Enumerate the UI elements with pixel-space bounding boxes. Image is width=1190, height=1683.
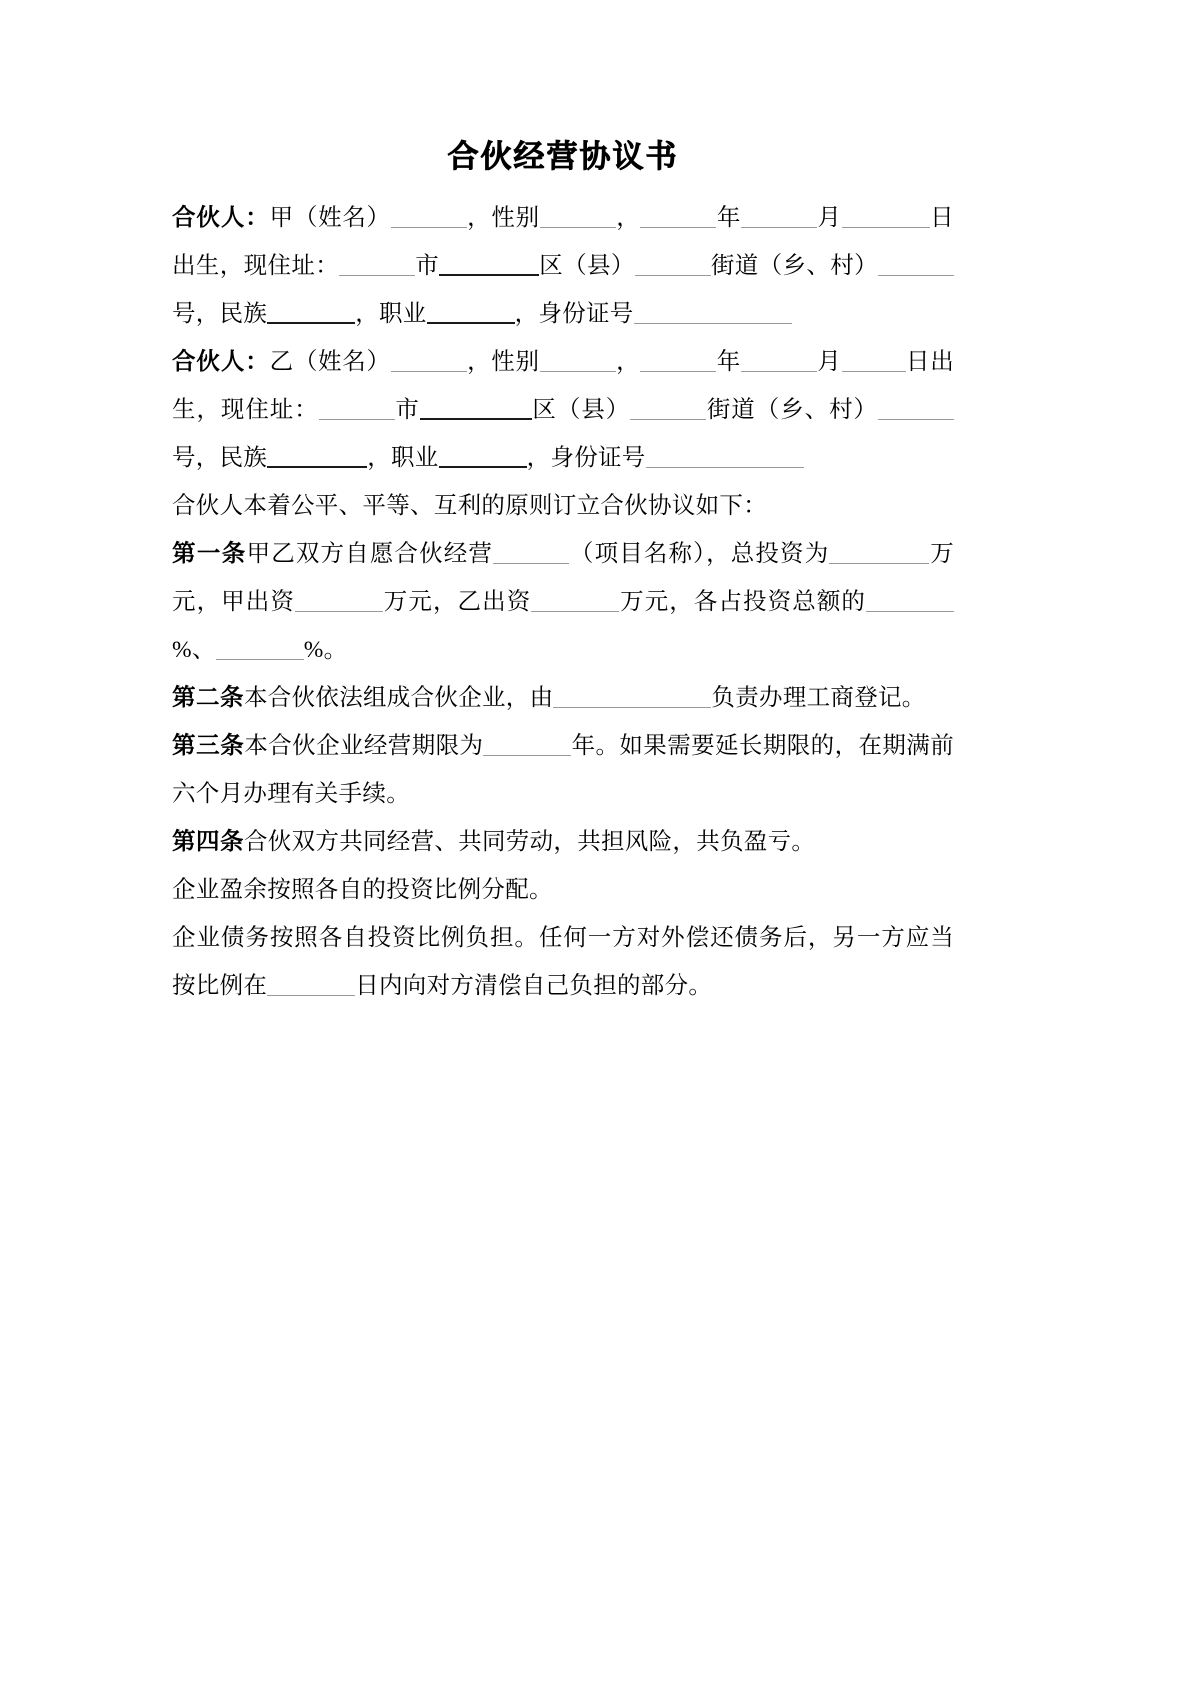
partner-b-ethnicity-blank[interactable] <box>267 443 367 469</box>
partner-b-city-blank[interactable] <box>319 396 395 421</box>
partner-b-year-blank[interactable] <box>640 348 716 373</box>
partner-a-number-text: 号，民族 <box>172 301 268 327</box>
article-2-number: 第二条 <box>172 685 244 711</box>
partner-a-district-blank[interactable] <box>439 251 539 277</box>
article-3-number: 第三条 <box>172 733 245 759</box>
partner-a-street-text: 街道 <box>710 253 759 279</box>
partner-b-city-text: 市 <box>394 397 420 423</box>
article-1-text-6: %、 <box>172 637 216 663</box>
partner-a-gender-text: ，性别 <box>466 205 540 231</box>
partner-b-village-text: （乡、村） <box>755 397 878 423</box>
article-3-term-blank[interactable] <box>483 732 571 757</box>
clause-debt-text-1: 企业债务按照各自投资比例负担。任何一方对外偿还债务后，另一方应当按比例在 <box>172 925 954 999</box>
partner-a-job-text: ，职业 <box>355 301 427 327</box>
partner-b-job-text: ，职业 <box>367 445 439 471</box>
article-4-text-1: 合伙双方共同经营、共同劳动，共担风险，共负盈亏。 <box>244 829 816 855</box>
article-4-number: 第四条 <box>172 829 244 855</box>
partner-a-birth-text: 日出生，现住址： <box>172 205 954 279</box>
partner-b-birth-text: 日出生，现住址： <box>172 349 955 423</box>
article-1-text-1: 甲乙双方自愿合伙经营 <box>246 541 494 567</box>
clause-profit-paragraph: 企业盈余按照各自的投资比例分配。 <box>172 877 553 903</box>
partner-b-name-prefix: 乙（姓名） <box>269 349 391 375</box>
document-body <box>172 130 954 1010</box>
article-3-text-2: 年。如果需要延长期限的，在期满前六个月办理有关手续。 <box>172 733 955 807</box>
partner-b-paragraph <box>172 338 954 482</box>
partner-b-job-blank[interactable] <box>439 443 527 469</box>
article-1-total-blank[interactable] <box>829 540 929 565</box>
partner-b-number-text: 号，民族 <box>172 445 268 471</box>
clause-debt-days-blank[interactable] <box>267 972 355 997</box>
article-3-text-1: 本合伙企业经营期限为 <box>244 733 484 759</box>
partner-a-id-text: ，身份证号 <box>514 301 634 327</box>
partner-a-street-blank[interactable] <box>635 252 711 277</box>
article-1-text-2: （项目名称），总投资为 <box>569 541 830 567</box>
partner-b-comma-1: ， <box>615 349 641 375</box>
partner-b-street-text: 街道 <box>706 397 756 423</box>
article-1-b-pct-blank[interactable] <box>216 636 304 661</box>
partner-a-id-blank[interactable] <box>634 300 792 325</box>
partner-b-house-blank[interactable] <box>878 396 954 421</box>
article-1-paragraph <box>172 530 954 674</box>
partner-b-district-text: 区（县） <box>531 397 631 423</box>
article-1-number: 第一条 <box>172 541 247 567</box>
partner-a-paragraph <box>172 194 954 338</box>
partner-b-street-blank[interactable] <box>630 396 706 421</box>
partner-a-village-text: （乡、村） <box>758 253 878 279</box>
clause-debt-paragraph <box>172 914 954 1010</box>
partner-b-month-blank[interactable] <box>741 348 817 373</box>
partner-a-name-prefix: 甲（姓名） <box>269 205 391 231</box>
article-3-paragraph <box>172 722 954 818</box>
partner-a-job-blank[interactable] <box>427 299 515 325</box>
partner-b-label: 合伙人： <box>172 349 270 375</box>
article-2-text-2: 负责办理工商登记。 <box>711 685 926 711</box>
partner-a-name-blank[interactable] <box>391 204 467 229</box>
partner-a-year-blank[interactable] <box>640 204 716 229</box>
partner-a-district-text: 区（县） <box>539 253 635 279</box>
partner-b-year-text: 年 <box>716 349 741 375</box>
partner-a-house-blank[interactable] <box>878 252 954 277</box>
partner-b-gender-text: ，性别 <box>466 349 540 375</box>
article-2-paragraph <box>172 674 954 722</box>
partner-b-id-blank[interactable] <box>646 444 804 469</box>
partner-b-id-text: ，身份证号 <box>526 445 646 471</box>
article-1-text-4: 万元，乙出资 <box>382 589 532 615</box>
article-2-registrant-blank[interactable] <box>553 684 711 709</box>
partner-b-gender-blank[interactable] <box>540 348 616 373</box>
partner-a-city-text: 市 <box>415 253 440 279</box>
partner-a-year-text: 年 <box>716 205 742 231</box>
preamble-paragraph: 合伙人本着公平、平等、互利的原则订立合伙协议如下： <box>172 493 767 519</box>
article-2-text-1: 本合伙依法组成合伙企业，由 <box>244 685 554 711</box>
article-1-text-7: %。 <box>303 637 348 663</box>
partner-a-comma-1: ， <box>615 205 641 231</box>
partner-a-month-blank[interactable] <box>741 204 817 229</box>
partner-b-district-blank[interactable] <box>420 395 532 421</box>
article-1-text-3: 万元，甲出资 <box>172 541 954 615</box>
article-1-project-blank[interactable] <box>493 540 569 565</box>
partner-a-city-blank[interactable] <box>339 252 415 277</box>
article-1-text-5: 万元，各占投资总额的 <box>619 589 867 615</box>
partner-a-gender-blank[interactable] <box>540 204 616 229</box>
page-title: 合伙经营协议书 <box>447 139 679 174</box>
article-1-b-amount-blank[interactable] <box>531 588 619 613</box>
partner-a-month-text: 月 <box>817 205 842 231</box>
article-1-a-amount-blank[interactable] <box>295 588 383 613</box>
partner-b-day-blank[interactable] <box>842 348 906 373</box>
partner-b-month-text: 月 <box>816 349 842 375</box>
clause-debt-text-2: 日内向对方清偿自己负担的部分。 <box>355 973 713 999</box>
article-1-a-pct-blank[interactable] <box>866 588 954 613</box>
partner-a-ethnicity-blank[interactable] <box>267 299 355 325</box>
article-4-paragraph <box>172 818 954 866</box>
partner-a-day-blank[interactable] <box>842 204 930 229</box>
partner-a-label: 合伙人： <box>172 205 270 231</box>
partner-b-name-blank[interactable] <box>391 348 467 373</box>
